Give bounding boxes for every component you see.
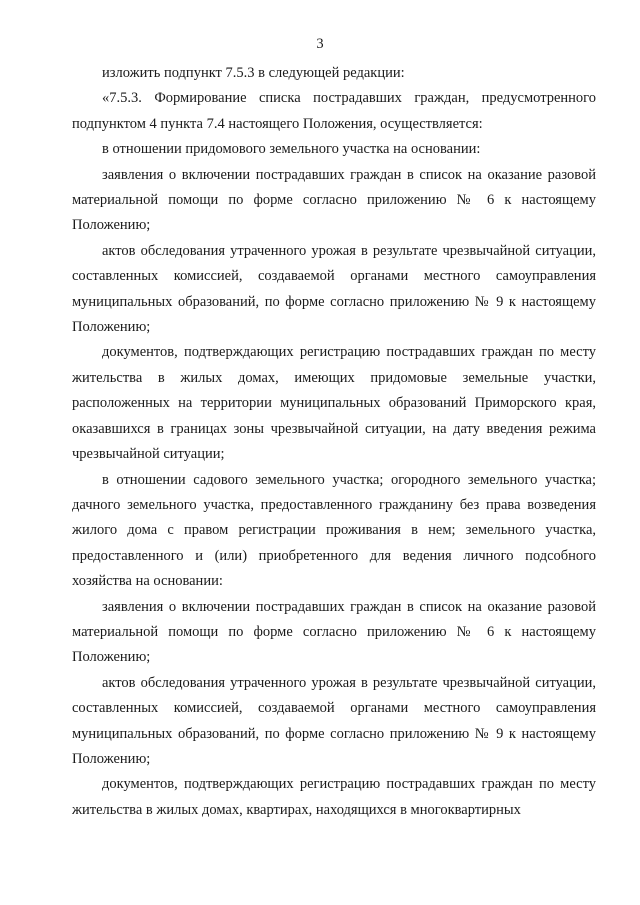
- paragraph-8: заявления о включении пострадавших граждан в список на оказание разовой материальной помощи по форме согласно приложению № 6 к настоящему Положению;: [72, 598, 596, 666]
- paragraph-7: в отношении садового земельного участка; огородного земельного участка; дачного земельного участка, предоставленного гражданину без права возведения жилого дома с правом регистрации проживания в нем; земельного участка, предоставленного и (или) приобретенного для ведения личного подсобного хозяйства на основании:: [72, 471, 596, 590]
- document-body: [72, 61, 596, 823]
- paragraph-5: актов обследования утраченного урожая в результате чрезвычайной ситуации, составленных комиссией, создаваемой органами местного самоуправления муниципальных образований, по форме согласно приложению № 9 к настоящему Положению;: [72, 242, 596, 336]
- paragraph-6: документов, подтверждающих регистрацию пострадавших граждан по месту жительства в жилых домах, имеющих придомовые земельные участки, расположенных на территории муниципальных образований Приморского края, оказавшихся в границах зоны чрезвычайной ситуации, на дату введения режима чрезвычайной ситуации;: [72, 344, 596, 463]
- paragraph-1: изложить подпункт 7.5.3 в следующей редакции:: [102, 65, 405, 81]
- paragraph-2: «7.5.3. Формирование списка пострадавших граждан, предусмотренного подпунктом 4 пункта 7.4 настоящего Положения, осуществляется:: [72, 90, 596, 132]
- page-number: 3: [316, 36, 324, 52]
- paragraph-9: актов обследования утраченного урожая в результате чрезвычайной ситуации, составленных комиссией, создаваемой органами местного самоуправления муниципальных образований, по форме согласно приложению № 9 к настоящему Положению;: [72, 674, 596, 767]
- paragraph-4: заявления о включении пострадавших граждан в список на оказание разовой материальной помощи по форме согласно приложению № 6 к настоящему Положению;: [72, 166, 596, 234]
- paragraph-3: в отношении придомового земельного участка на основании:: [102, 141, 481, 158]
- paragraph-10: документов, подтверждающих регистрацию пострадавших граждан по месту жительства в жилых домах, квартирах, находящихся в многоквартирных: [72, 776, 596, 818]
